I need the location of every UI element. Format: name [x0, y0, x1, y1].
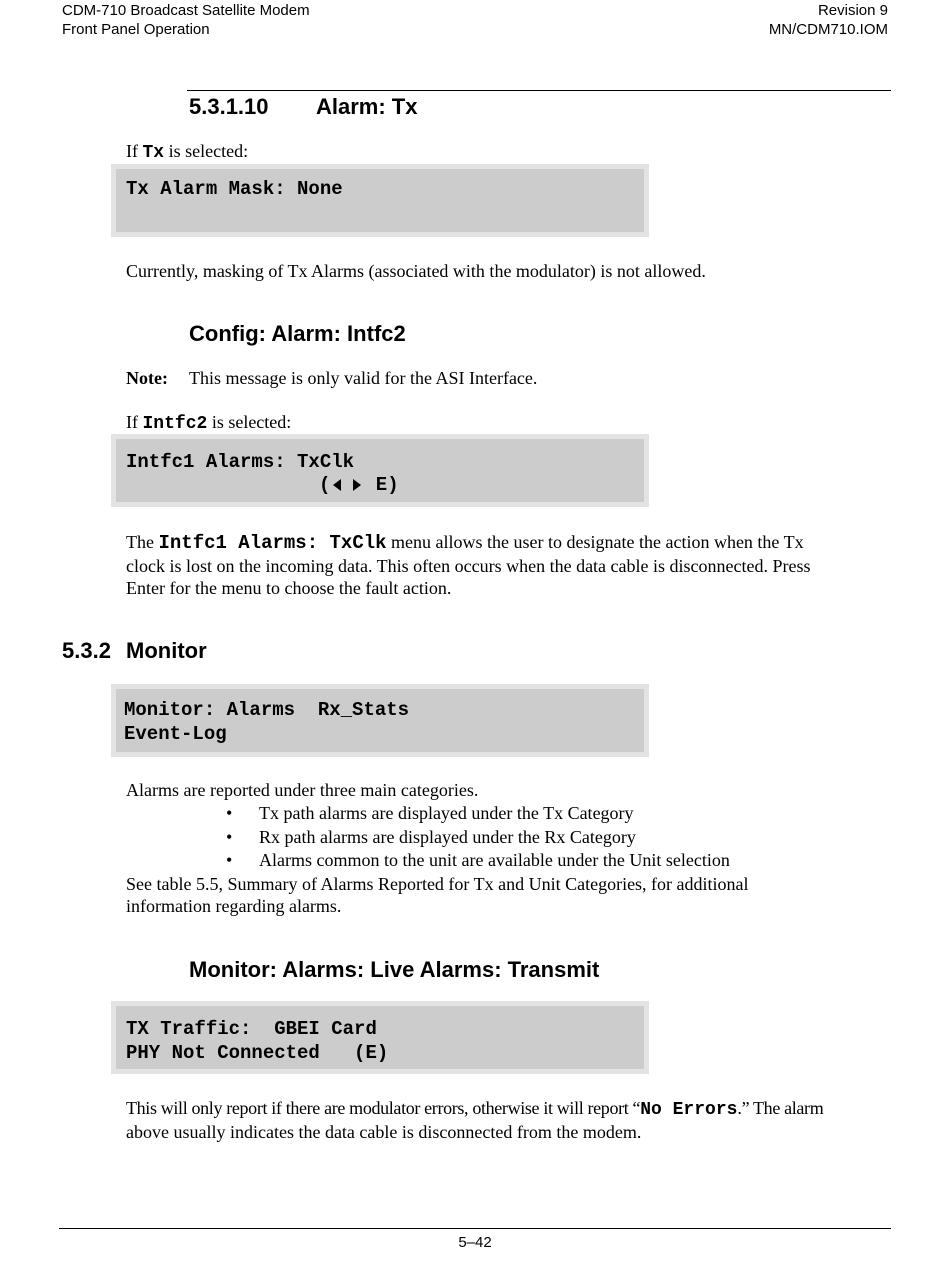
lcd-line: Tx Alarm Mask: None: [126, 178, 343, 200]
bullet-list: [226, 802, 730, 873]
paragraph: If Tx is selected:: [126, 141, 249, 163]
subsection-title: Monitor: Alarms: Live Alarms: Transmit: [189, 957, 600, 982]
section-divider: [187, 90, 891, 91]
lcd-line: Monitor: Alarms Rx_Stats: [124, 699, 410, 721]
paragraph-line: clock is lost on the incoming data. This often occurs when the data cable is disconnected. Press: [126, 556, 811, 576]
lcd-display: [111, 164, 649, 237]
page-number: 5–42: [458, 1234, 492, 1251]
paragraph-line: above usually indicates the data cable is disconnected from the modem.: [126, 1122, 642, 1142]
code-text: Intfc1 Alarms: TxClk: [158, 532, 387, 554]
lcd-display: [111, 1001, 649, 1074]
code-text: Tx: [142, 143, 165, 163]
lcd-display: [111, 684, 649, 757]
paragraph-line: Enter for the menu to choose the fault action.: [126, 578, 452, 598]
paragraph: Currently, masking of Tx Alarms (associated with the modulator) is not allowed.: [126, 261, 706, 281]
lcd-line: ( E): [319, 474, 399, 496]
list-item: • Rx path alarms are displayed under the Rx Category: [226, 826, 730, 850]
code-text: No Errors: [640, 1100, 738, 1120]
note-label: Note:: [126, 368, 168, 388]
doc-number: MN/CDM710.IOM: [768, 21, 888, 38]
paragraph-line: See table 5.5, Summary of Alarms Reported for Tx and Unit Categories, for additional: [126, 874, 749, 894]
paragraph: Alarms are reported under three main categories.: [126, 780, 479, 800]
lcd-display: [111, 434, 649, 507]
lcd-line: PHY Not Connected (E): [126, 1042, 389, 1064]
code-text: Intfc2: [142, 414, 208, 434]
section-title: Monitor: [126, 638, 207, 663]
lcd-line: Intfc1 Alarms: TxClk: [126, 451, 355, 473]
lcd-line: TX Traffic: GBEI Card: [126, 1018, 377, 1040]
section-number: 5.3.2: [62, 638, 111, 663]
doc-title: CDM-710 Broadcast Satellite Modem: [62, 2, 310, 19]
list-item: • Tx path alarms are displayed under the Tx Category: [226, 802, 730, 826]
section-number: 5.3.1.10: [189, 94, 269, 119]
subsection-title: Config: Alarm: Intfc2: [189, 321, 406, 346]
arrow-left-icon: [333, 479, 341, 491]
note-text: This message is only valid for the ASI Interface.: [189, 368, 538, 388]
doc-subtitle: Front Panel Operation: [62, 21, 210, 38]
list-item: • Alarms common to the unit are available under the Unit selection: [226, 849, 730, 873]
footer-divider: [59, 1228, 891, 1229]
arrow-right-icon: [353, 479, 361, 491]
paragraph: This will only report if there are modulator errors, otherwise it will report “No Errors.” The alarm: [126, 1098, 824, 1120]
section-title: Alarm: Tx: [316, 94, 418, 119]
doc-revision: Revision 9: [817, 2, 888, 19]
lcd-line: Event-Log: [124, 723, 227, 745]
paragraph: The Intfc1 Alarms: TxClk menu allows the user to designate the action when the Tx: [126, 532, 804, 554]
paragraph: If Intfc2 is selected:: [126, 412, 292, 434]
paragraph-line: information regarding alarms.: [126, 896, 342, 916]
